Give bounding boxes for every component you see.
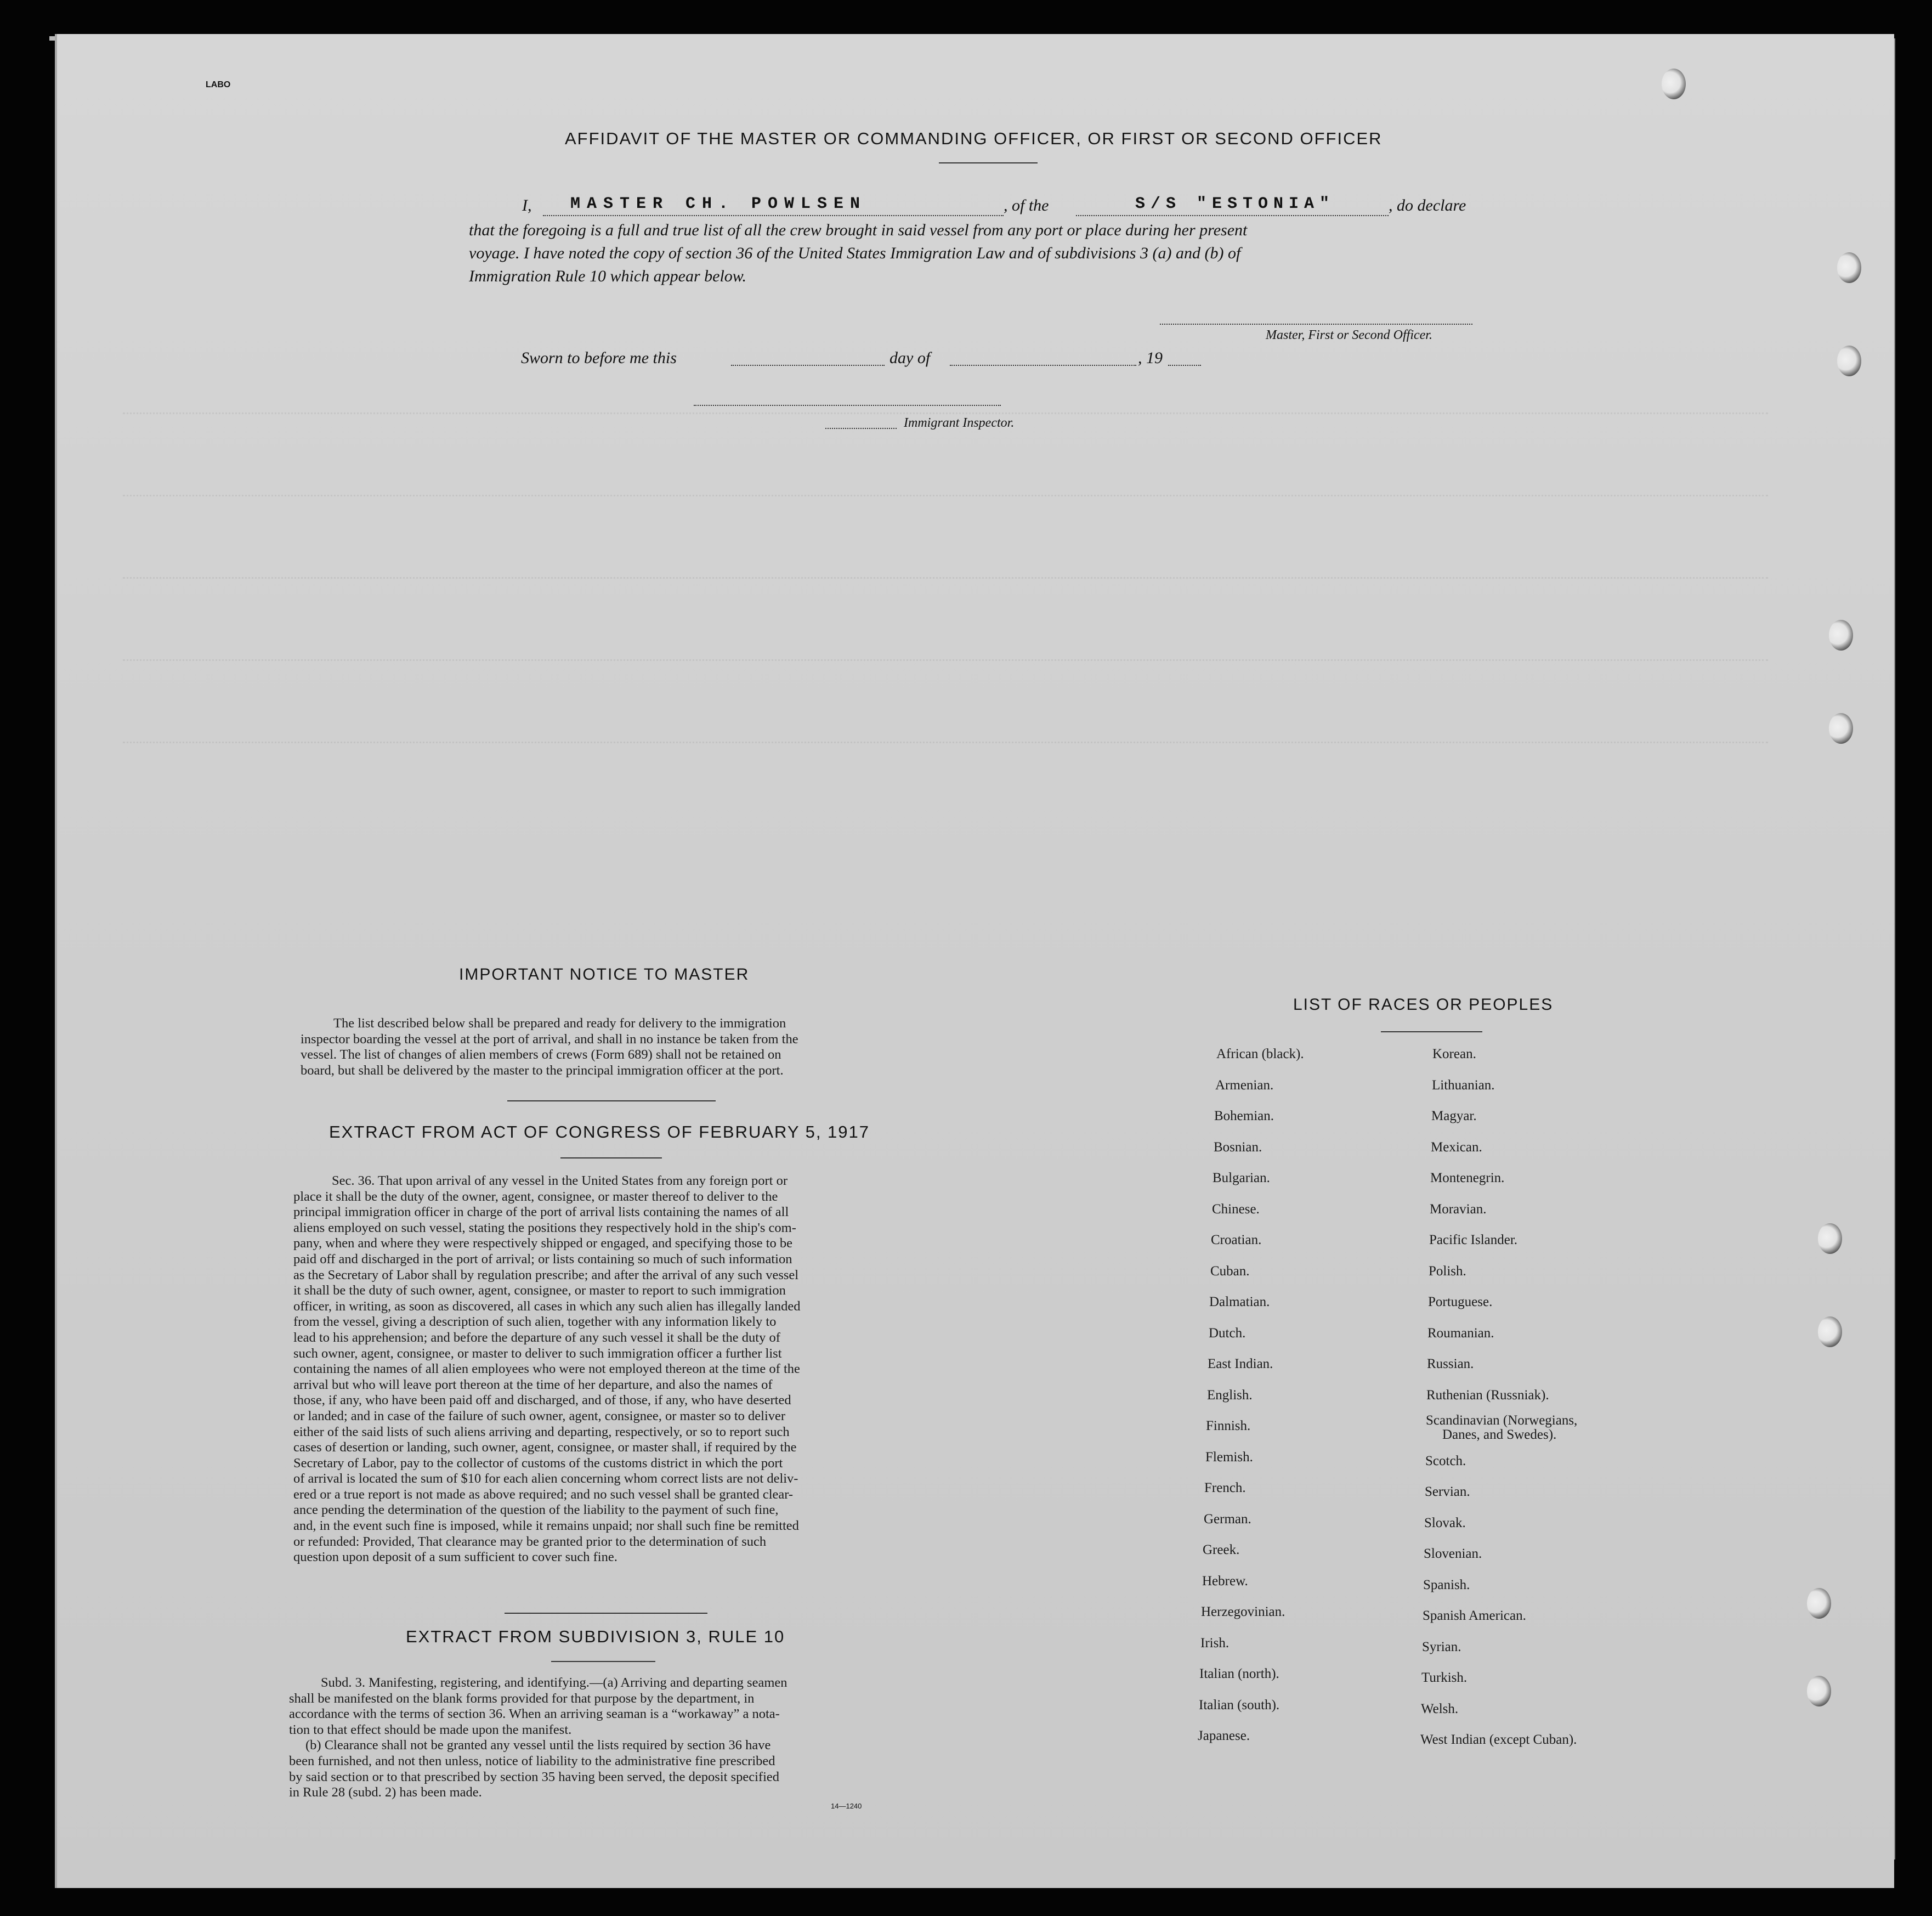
race-item: Japanese. [1198, 1728, 1250, 1743]
affidavit-title: AFFIDAVIT OF THE MASTER OR COMMANDING OFFICER, OR FIRST OR SECOND OFFICER [565, 129, 1383, 148]
signature-label: Master, First or Second Officer. [1266, 328, 1432, 342]
rule-line: tion to that effect should be made upon the manifest. [289, 1722, 572, 1737]
rule-line: (b) Clearance shall not be granted any vessel until the lists required by section 36 have [305, 1738, 771, 1753]
rule-title-rule [551, 1661, 655, 1662]
race-item: Welsh. [1421, 1702, 1459, 1716]
race-item: Slovak. [1424, 1516, 1466, 1530]
signature-line [1160, 324, 1472, 325]
race-item: Polish. [1429, 1264, 1466, 1279]
notice-line: vessel. The list of changes of alien members of crews (Form 689) shall not be retained on [301, 1047, 781, 1062]
vessel-line [1076, 215, 1389, 216]
race-item: Greek. [1203, 1542, 1240, 1557]
races-title-rule [1381, 1031, 1482, 1032]
master-name-line [543, 215, 1004, 216]
punch-hole [1818, 1316, 1842, 1347]
act-line: or landed; and in case of the failure of such owner, agent, consignee, or master so to deliver [293, 1408, 786, 1423]
race-item: Bulgarian. [1213, 1171, 1270, 1185]
act-line: paid off and discharged in the port of arrival; or lists containing so much of such information [293, 1251, 792, 1267]
rule-title: EXTRACT FROM SUBDIVISION 3, RULE 10 [406, 1627, 785, 1646]
act-line: lead to his apprehension; and before the departure of any such vessel it shall be the duty of [293, 1330, 780, 1345]
inspector-line-short [825, 428, 897, 429]
act-line: ance pending the determination of the question of the liability to the payment of such fine, [293, 1502, 779, 1518]
act-line: pany, when and where they were respectively shipped or engaged, and specifying those to be [293, 1236, 793, 1251]
act-line: containing the names of all alien employees who were not employed thereon at the time of the [293, 1361, 800, 1377]
master-name-field: MASTER CH. POWLSEN [570, 195, 867, 213]
rule-line: in Rule 28 (subd. 2) has been made. [289, 1785, 482, 1800]
race-item: Cuban. [1210, 1264, 1250, 1279]
rule-line: by said section or to that prescribed by section 35 having been served, the deposit specified [289, 1769, 779, 1784]
race-item: German. [1204, 1512, 1251, 1527]
race-item: Hebrew. [1202, 1574, 1248, 1589]
race-item: Finnish. [1206, 1418, 1251, 1433]
race-item: Slovenian. [1424, 1546, 1482, 1561]
race-item: Chinese. [1212, 1202, 1260, 1217]
sworn-month-line [950, 365, 1136, 366]
act-line: either of the said lists of such aliens arriving and departing, respectively, or so to report such [293, 1424, 790, 1439]
of-the-label: , of the [1004, 196, 1049, 214]
rule-line: accordance with the terms of section 36. When an arriving seaman is a “workaway” a nota- [289, 1706, 780, 1722]
act-rule [505, 1613, 707, 1614]
punch-hole [1837, 252, 1861, 283]
punch-hole [1837, 346, 1861, 376]
race-item: English. [1207, 1388, 1253, 1403]
sworn-label: Sworn to before me this [521, 349, 677, 367]
race-item: Moravian. [1430, 1202, 1487, 1217]
punch-hole [1662, 69, 1686, 99]
notice-paragraph [301, 1016, 926, 1078]
notice-line: board, but shall be delivered by the master to the principal immigration officer at the port. [301, 1062, 784, 1078]
bleed-through-row [123, 659, 1768, 677]
rule-line: shall be manifested on the blank forms provided for that purpose by the department, in [289, 1691, 755, 1706]
bleed-through-row [123, 577, 1768, 595]
form-number: 14—1240 [831, 1802, 862, 1810]
day-of-label: day of [889, 349, 931, 367]
act-line: of arrival is located the sum of $10 for each alien concerning whom correct lists are not deliv- [293, 1471, 798, 1487]
act-paragraph [293, 1173, 923, 1565]
race-item: West Indian (except Cuban). [1420, 1732, 1577, 1747]
race-item: Italian (south). [1199, 1698, 1280, 1712]
inspector-line [694, 405, 1001, 406]
act-title-rule [560, 1157, 662, 1158]
act-line: officer, in writing, as soon as discovered, all cases in which any such alien has illegally landed [293, 1298, 801, 1314]
year-label: , 19 [1138, 349, 1163, 367]
act-line: Sec. 36. That upon arrival of any vessel in the United States from any foreign port or [332, 1173, 787, 1188]
notice-rule [507, 1100, 716, 1101]
race-item: Portuguese. [1428, 1295, 1493, 1309]
rule-paragraph [289, 1675, 919, 1801]
act-line: place it shall be the duty of the owner, agent, consignee, or master thereof to deliver to the [293, 1189, 778, 1204]
race-item: Korean. [1432, 1047, 1476, 1061]
race-item: Croatian. [1211, 1233, 1262, 1247]
affidavit-text-line: that the foregoing is a full and true list of all the crew brought in said vessel from any port or place during her present [469, 221, 1248, 239]
form-sheet [55, 34, 1894, 1888]
notice-line: The list described below shall be prepared and ready for delivery to the immigration [333, 1016, 786, 1031]
act-line: such owner, agent, consignee, or master to deliver to such immigration officer a further list [293, 1346, 782, 1361]
race-item: Irish. [1200, 1636, 1230, 1651]
declare-label: , do declare [1389, 196, 1466, 214]
race-item: Armenian. [1215, 1078, 1274, 1093]
race-item: Dutch. [1209, 1326, 1246, 1341]
punch-hole [1829, 620, 1853, 651]
race-item: Danes, and Swedes). [1442, 1427, 1557, 1442]
rule-line: Subd. 3. Manifesting, registering, and identifying.—(a) Arriving and departing seamen [321, 1675, 787, 1690]
sworn-day-line [731, 365, 885, 366]
race-item: Servian. [1425, 1484, 1470, 1499]
bleed-through-row [123, 742, 1768, 760]
affidavit-title-rule [939, 162, 1038, 163]
punch-hole [1807, 1676, 1831, 1706]
race-item: Turkish. [1421, 1670, 1468, 1685]
punch-hole [1829, 713, 1853, 744]
race-item: Syrian. [1422, 1640, 1461, 1654]
race-item: Herzegovinian. [1201, 1604, 1285, 1619]
race-item: Russian. [1427, 1357, 1474, 1371]
punch-hole [1807, 1588, 1831, 1619]
vessel-name-field: S/S "ESTONIA" [1135, 195, 1335, 213]
affidavit-i-label: I, [522, 196, 532, 214]
race-item: French. [1204, 1480, 1246, 1495]
race-item: Scotch. [1425, 1454, 1466, 1468]
bleed-through-row [123, 495, 1768, 513]
act-line: aliens employed on such vessel, stating the positions they respectively hold in the ship's com- [293, 1220, 796, 1235]
race-item: Italian (north). [1199, 1666, 1279, 1681]
inspector-label: Immigrant Inspector. [904, 416, 1015, 430]
notice-line: inspector boarding the vessel at the port of arrival, and shall in no instance be taken from the [301, 1031, 798, 1047]
race-item: Spanish American. [1423, 1608, 1526, 1623]
sworn-year-line [1168, 365, 1201, 366]
act-line: Secretary of Labor, pay to the collector of customs of the customs district in which the port [293, 1455, 783, 1471]
form-code: LABO [206, 80, 231, 89]
race-item: Flemish. [1205, 1450, 1253, 1465]
act-line: those, if any, who have been paid off and discharged, and of those, if any, who have deserted [293, 1393, 791, 1408]
affidavit-text-line: voyage. I have noted the copy of section 36 of the United States Immigration Law and of subdivisions 3 (a) and (b) of [469, 244, 1241, 262]
race-item: Mexican. [1431, 1140, 1482, 1155]
race-item: Lithuanian. [1432, 1078, 1495, 1093]
race-item: Ruthenian (Russniak). [1426, 1388, 1549, 1403]
act-line: question upon deposit of a sum sufficient to cover such fine. [293, 1550, 617, 1565]
act-line: principal immigration officer in charge of the port of arrival lists containing the names of all [293, 1205, 789, 1220]
act-line: it shall be the duty of such owner, agent, consignee, or master to report to such immigration [293, 1283, 786, 1298]
race-item: Dalmatian. [1209, 1295, 1270, 1309]
race-item: Roumanian. [1427, 1326, 1494, 1341]
rule-line: been furnished, and not then unless, notice of liability to the administrative fine prescribed [289, 1753, 775, 1768]
act-line: ered or a true report is not made as above required; and no such vessel shall be granted clear- [293, 1487, 794, 1502]
race-item: African (black). [1216, 1047, 1304, 1061]
act-line: cases of desertion or landing, such owner, agent, consignee, or master shall, if required by the [293, 1440, 797, 1455]
punch-hole [1818, 1223, 1842, 1254]
act-line: as the Secretary of Labor shall by regulation prescribe; and after the arrival of any such vessel [293, 1267, 799, 1282]
race-item: Bosnian. [1214, 1140, 1262, 1155]
race-item: Pacific Islander. [1429, 1233, 1518, 1247]
race-item: Magyar. [1431, 1109, 1477, 1123]
races-title: LIST OF RACES OR PEOPLES [1293, 996, 1554, 1014]
race-item: Scandinavian (Norwegians, [1426, 1413, 1578, 1428]
notice-title: IMPORTANT NOTICE TO MASTER [459, 965, 750, 984]
act-line: from the vessel, giving a description of such alien, together with any information likely to [293, 1314, 777, 1330]
act-line: or refunded: Provided, That clearance may be granted prior to the determination of such [293, 1534, 767, 1549]
affidavit-text-line: Immigration Rule 10 which appear below. [469, 267, 747, 285]
act-line: and, in the event such fine is imposed, while it remains unpaid; nor shall such fine be remitted [293, 1518, 799, 1534]
act-line: arrival but who will leave port thereon at the time of her departure, and also the names of [293, 1377, 773, 1392]
race-item: Montenegrin. [1430, 1171, 1505, 1185]
act-title: EXTRACT FROM ACT OF CONGRESS OF FEBRUARY 5, 1917 [329, 1122, 870, 1141]
race-item: East Indian. [1208, 1357, 1273, 1371]
race-item: Spanish. [1423, 1578, 1470, 1592]
race-item: Bohemian. [1214, 1109, 1274, 1123]
